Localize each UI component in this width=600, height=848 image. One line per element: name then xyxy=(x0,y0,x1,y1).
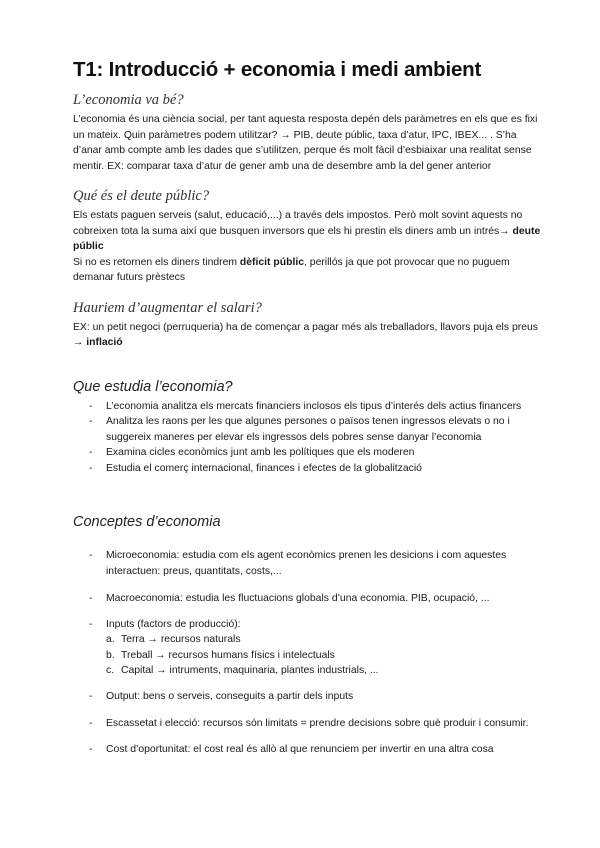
section-deute-public xyxy=(73,188,543,286)
list-item: - Estudia el comerç internacional, finances i efectes de la globalització xyxy=(73,461,543,477)
paragraph: L’economia és una ciència social, per tant aquesta resposta depén dels paràmetres en els que es fixi un mateix. Quin paràmetres podem utilitzar? → PIB, deute públic, taxa d’atur, IPC, IBEX... . S’ha d’anar amb compte amb les dades que s’utilitzen, perque és molt fàcil d’esbiaixar una realitat sense mentir. EX: comparar taxa d’atur de gener amb una de desembre amb la del gener anterior xyxy=(73,114,538,172)
sublist-text: Terra → recursos naturals xyxy=(121,634,241,645)
section-que-estudia xyxy=(73,379,543,477)
sublist-marker: a. xyxy=(106,634,115,645)
list-item: - Cost d’oportunitat: el cost real és allò al que renunciem per invertir en una altra cosa xyxy=(73,742,543,758)
inputs-sublist xyxy=(73,632,543,679)
paragraph-text: Si no es retornen els diners tindrem xyxy=(73,256,240,268)
paragraph xyxy=(73,208,543,255)
section-heading: Hauriem d’augmentar el salari? xyxy=(73,299,262,316)
conceptes-list xyxy=(73,548,543,757)
page-title: T1: Introducció + economia i medi ambient xyxy=(73,58,482,81)
sublist-item xyxy=(73,663,543,679)
sublist-text: Capital → intruments, maquinaria, plantes industrials, ... xyxy=(121,665,379,676)
list-item xyxy=(73,617,543,679)
section-heading: Conceptes d’economia xyxy=(73,514,221,530)
sublist-marker: b. xyxy=(106,649,115,661)
paragraph-text: EX: un petit negoci (perruqueria) ha de començar a pagar més als treballadors, llavors puja els preus → xyxy=(73,321,538,348)
section-conceptes xyxy=(73,514,543,757)
list-item-text: Inputs (factors de producció): xyxy=(106,618,241,630)
section-heading: L’economia va bé? xyxy=(73,92,184,108)
list-item: - Microeconomia: estudia com els agent econòmics prenen les desicions i com aquestes interactuen: preus, quantitats, costs,... xyxy=(73,548,543,579)
section-heading: Que estudia l’economia? xyxy=(73,378,233,395)
term-deute-public: deute públic xyxy=(73,225,541,252)
sublist-item xyxy=(73,632,543,648)
list-item: - Macroeconomia: estudia les fluctuacions globals d’una economia. PIB, ocupació, ... xyxy=(73,591,543,607)
list-item: - L’economia analitza els mercats financiers inclosos els tipus d’interés dels actius financers xyxy=(73,399,543,415)
section-salari xyxy=(73,300,543,351)
section-economia-va-be xyxy=(73,92,543,174)
list-item: - Examina cicles econòmics junt amb les polítiques que els moderen xyxy=(73,445,543,461)
document-page xyxy=(73,58,543,757)
paragraph xyxy=(73,320,543,351)
term-deficit-public: dèficit públic xyxy=(239,256,305,268)
paragraph-text: Els estats paguen serveis (salut, educació,...) a través dels impostos. Però molt sovint aquests no cobreixen tota la suma així que busquen inversors que els hi prestin els diners amb un intrés→ xyxy=(73,210,523,237)
sublist-marker: c. xyxy=(106,665,115,676)
list-item: - Escassetat i elecció: recursos són limitats = prendre decisions sobre què produir i consumir. xyxy=(73,716,543,732)
paragraph-text: , perillós ja que pot provocar que no puguem demanar futurs prèstecs xyxy=(73,256,510,283)
list-item: - Analitza les raons per les que algunes persones o països tenen ingressos elevats o no i suggereix maneres per elevar els ingressos dels pobres sense danyar l’economia xyxy=(73,414,543,445)
sublist-text: Treball → recursos humans físics i intelectuals xyxy=(121,649,335,661)
list-item: - Output: bens o serveis, conseguits a partir dels inputs xyxy=(73,689,543,705)
section-heading: Qué és el deute públic? xyxy=(73,188,210,204)
term-inflacio: inflació xyxy=(86,337,123,348)
sublist-item xyxy=(73,648,543,664)
que-estudia-list xyxy=(73,399,543,477)
paragraph xyxy=(73,255,543,286)
